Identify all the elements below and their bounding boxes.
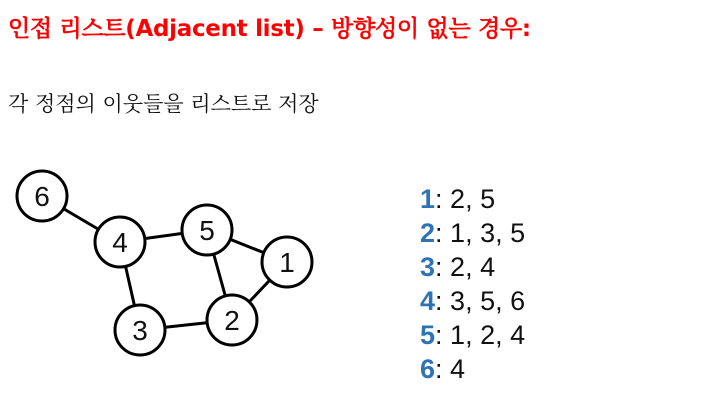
adjacency-key: 2 [420,218,436,248]
graph-node-3 [115,305,165,355]
adjacency-separator: : [435,184,451,214]
graph-node-6 [17,171,67,221]
page-subtitle: 각 정점의 이웃들을 리스트로 저장 [8,92,319,116]
adjacency-row-4 [420,284,525,318]
adjacency-neighbors: 4 [450,354,466,384]
adjacency-key: 6 [420,354,436,384]
graph-node-5 [182,205,232,255]
graph-node-label: 5 [199,215,215,246]
adjacency-separator: : [435,320,451,350]
adjacency-separator: : [435,252,451,282]
graph-diagram [0,150,360,390]
adjacency-key: 4 [420,286,436,316]
adjacency-key: 3 [420,252,436,282]
adjacency-separator: : [435,218,451,248]
adjacency-separator: : [435,286,451,316]
adjacency-row-1 [420,182,525,216]
adjacency-row-3 [420,250,525,284]
graph-node-label: 6 [34,181,50,212]
adjacency-neighbors: 1, 3, 5 [450,218,526,248]
graph-node-label: 1 [279,247,295,278]
graph-node-label: 4 [112,227,128,258]
graph-node-1 [262,237,312,287]
adjacency-row-6 [420,352,525,386]
graph-node-label: 3 [132,315,148,346]
page-title: 인접 리스트(Adjacent list) – 방향성이 없는 경우: [8,16,531,42]
graph-nodes [17,171,312,355]
adjacency-row-5 [420,318,525,352]
adjacency-key: 1 [420,184,436,214]
adjacency-separator: : [435,354,451,384]
graph-node-2 [207,295,257,345]
adjacency-neighbors: 3, 5, 6 [450,286,526,316]
adjacency-list [420,182,525,386]
graph-node-4 [95,217,145,267]
adjacency-key: 5 [420,320,436,350]
adjacency-neighbors: 1, 2, 4 [450,320,526,350]
adjacency-neighbors: 2, 5 [450,184,496,214]
adjacency-neighbors: 2, 4 [450,252,496,282]
graph-node-label: 2 [224,305,240,336]
adjacency-row-2 [420,216,525,250]
